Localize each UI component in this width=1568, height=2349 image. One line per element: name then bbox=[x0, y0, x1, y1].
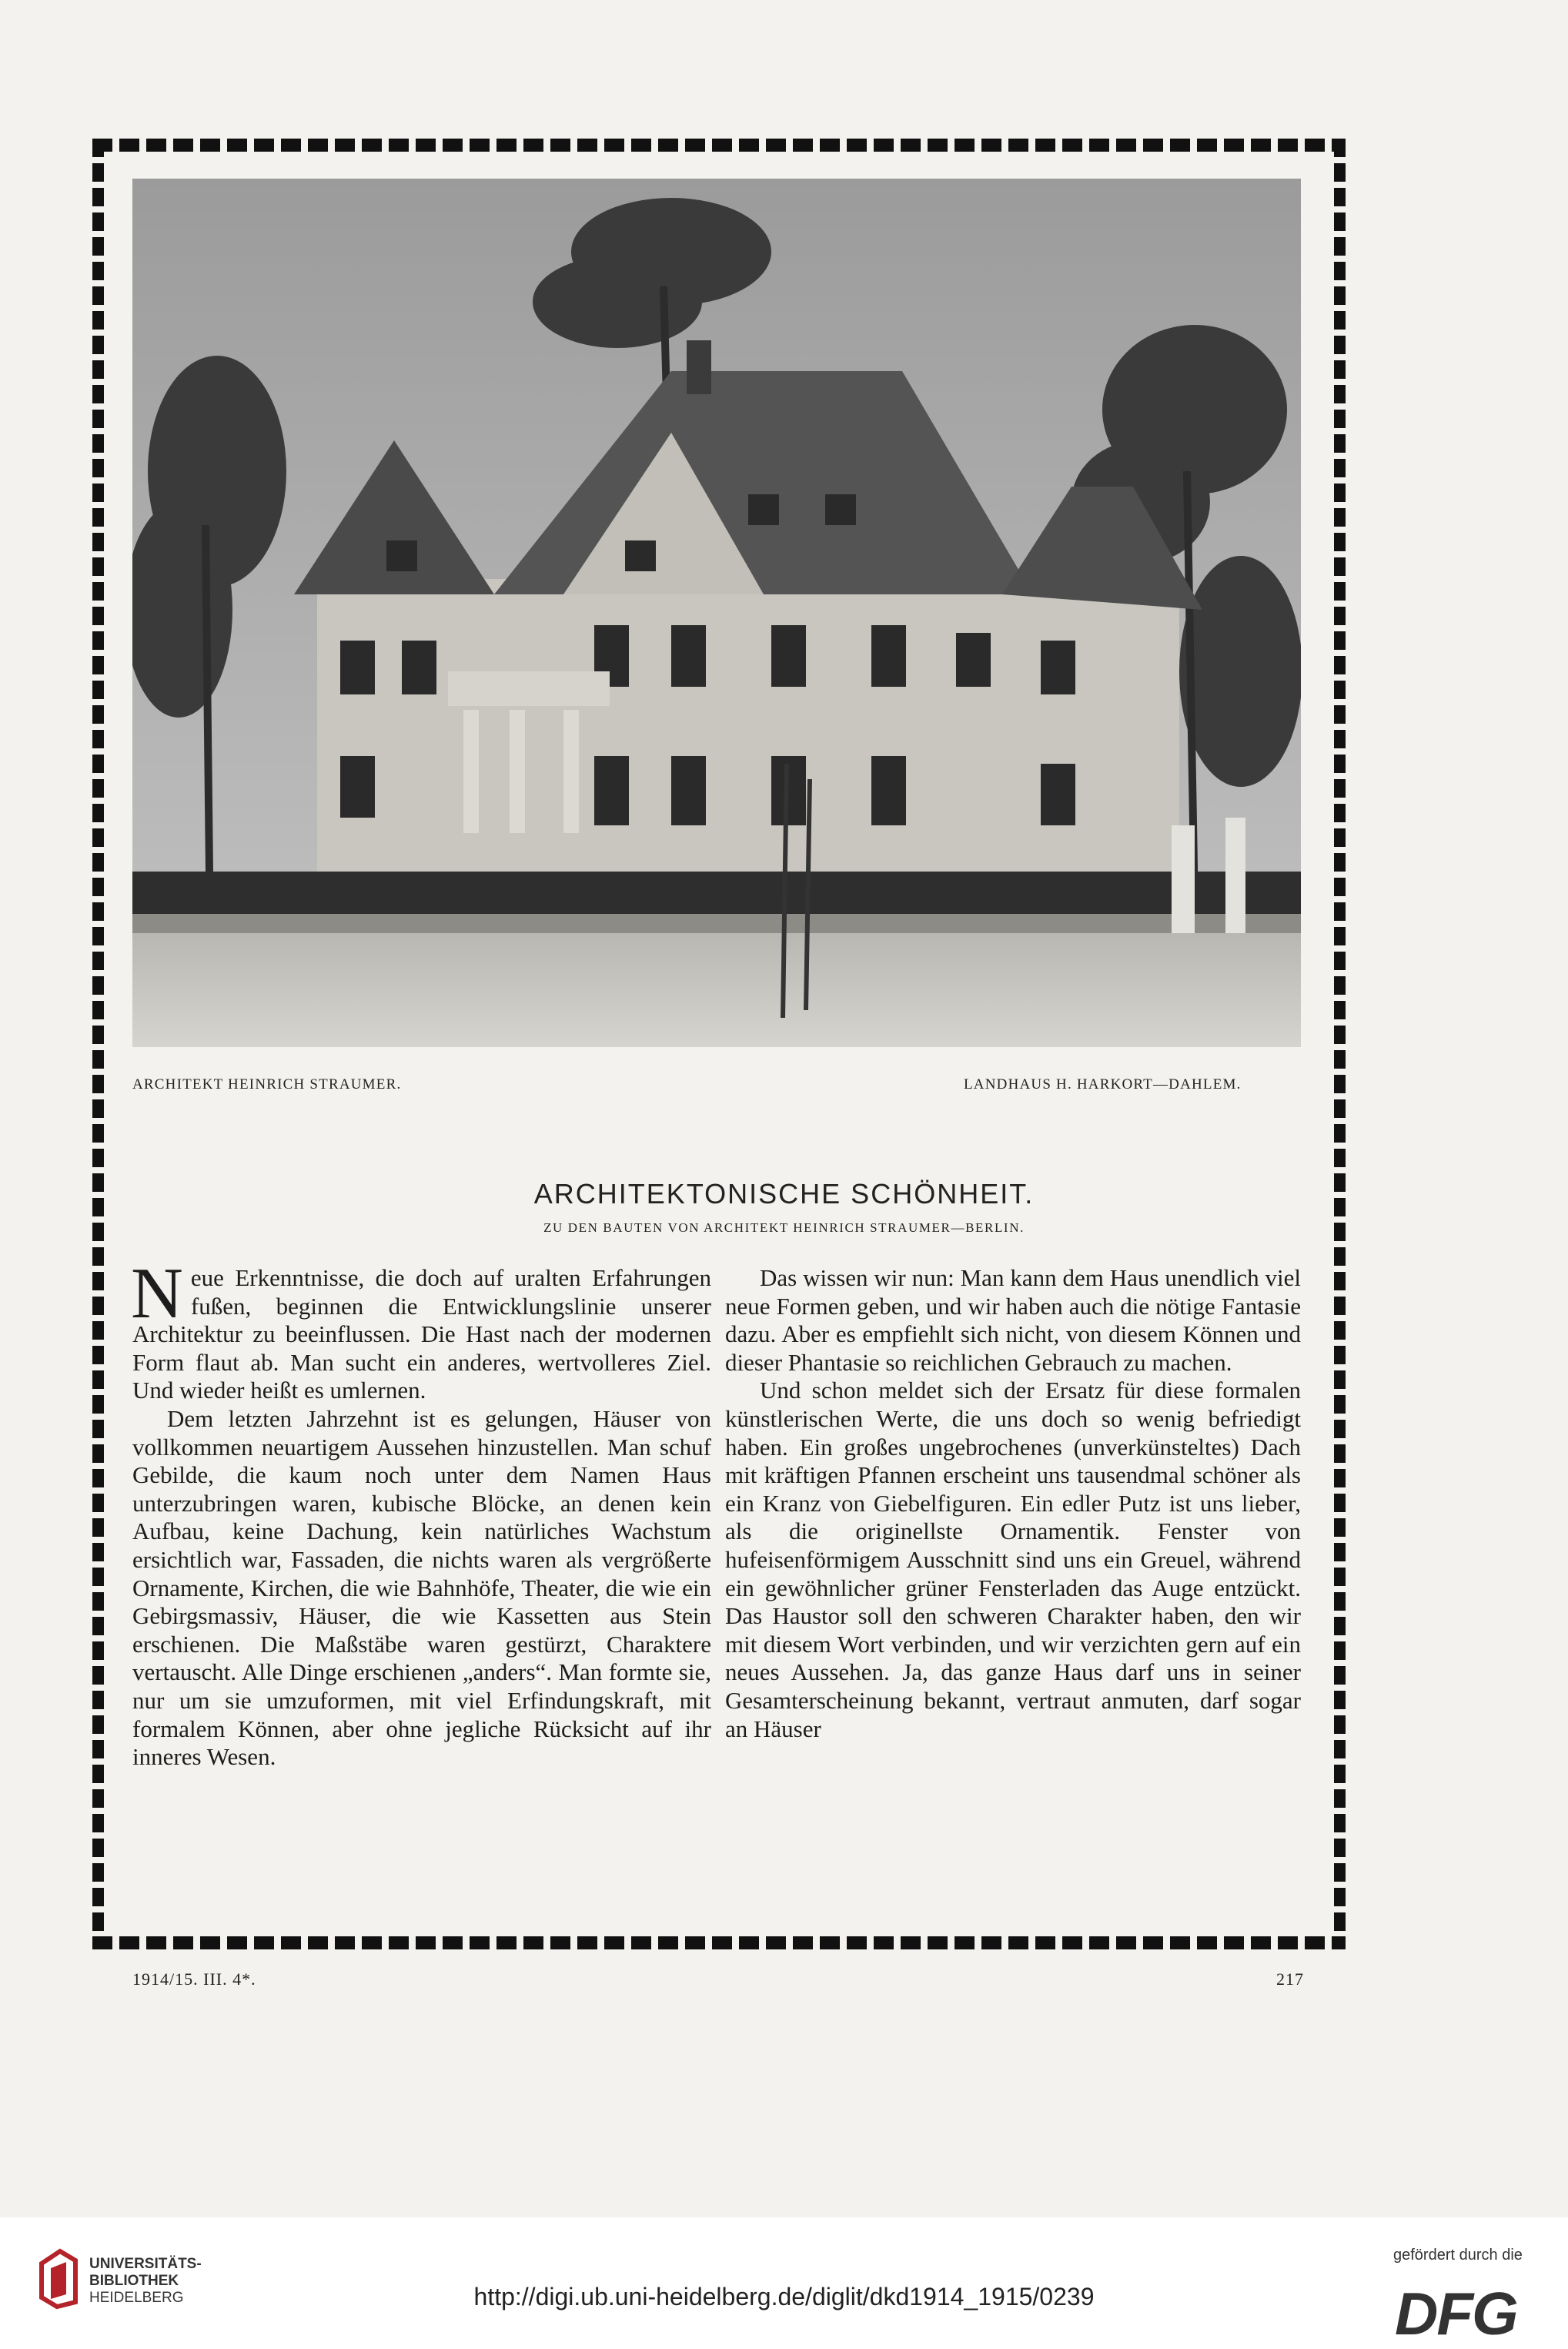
article-subtitle: ZU DEN BAUTEN VON ARCHITEKT HEINRICH STRAUMER—BERLIN. bbox=[543, 1220, 1025, 1235]
page-number: 217 bbox=[1276, 1969, 1304, 1989]
article-title: ARCHITEKTONISCHE SCHÖNHEIT. bbox=[533, 1178, 1035, 1210]
house-photograph bbox=[132, 179, 1301, 1047]
photo-caption-building: LANDHAUS H. HARKORT—DAHLEM. bbox=[964, 1076, 1242, 1093]
paragraph: Dem letzten Jahrzehnt ist es gelungen, Häuser von vollkommen neuartigem Aussehen hinzustellen. Man schuf Gebilde, die kaum noch unter dem Namen Haus unterzubringen waren, kubische Blöcke, an denen kein Aufbau, keine Dachung, kein natürliches Wachstum ersichtlich war, Fassaden, die nichts waren als vergrößerte Ornamente, Kirchen, die wie Bahnhöfe, Theater, die wie ein Gebirgsmassiv, Häuser, die wie Kassetten aus Stein erschienen. Die Maßstäbe waren gestürzt, Charaktere vertauscht. Alle Dinge erschienen „anders“. Man formte sie, nur um sie umzuformen, mit viel Erfindungskraft, mit formalem Können, aber ohne jegliche Rücksicht auf ihr inneres Wesen. bbox=[132, 1404, 711, 1771]
frame-bottom bbox=[92, 1936, 1346, 1949]
library-name-line2: BIBLIOTHEK bbox=[89, 2273, 179, 2289]
paragraph: Das wissen wir nun: Man kann dem Haus unendlich viel neue Formen geben, und wir haben auch die nötige Fantasie dazu. Aber es empfiehlt sich nicht, von diesem Können und dieser Phantasie so reichlichen Gebrauch zu machen. bbox=[725, 1264, 1301, 1376]
paragraph bbox=[131, 1253, 711, 1405]
paragraph: Und schon meldet sich der Ersatz für diese formalen künstlerischen Werte, die uns doch so wenig befriedigt haben. Ein großes ungebrochenes (unverkünsteltes) Dach mit kräftigen Pfannen erscheint uns tausendmal schöner als ein Kranz von Giebelfiguren. Ein edler Putz ist uns lieber, als die originellste Ornamentik. Fenster von hufeisenförmigem Ausschnitt sind uns ein Greuel, während ein gewöhnlicher grüner Fensterladen das Auge entzückt. Das Haustor soll den schweren Charakter haben, den wir mit diesem Wort verbinden, und wir verzichten gern auf ein neues Aussehen. Ja, das ganze Haus darf uns in seiner Gesamterscheinung bekannt, vertraut anmuten, darf sogar an Häuser bbox=[725, 1377, 1301, 1742]
frame-right bbox=[1334, 139, 1346, 1949]
text-column-left bbox=[131, 1253, 711, 1772]
library-name-line1: UNIVERSITÄTS- bbox=[89, 2256, 202, 2272]
text-column-right bbox=[725, 1264, 1301, 1743]
library-footer bbox=[0, 2217, 1568, 2347]
drop-cap: N bbox=[131, 1253, 183, 1333]
volume-reference: 1914/15. III. 4*. bbox=[132, 1969, 256, 1989]
funding-note: gefördert durch die bbox=[1393, 2247, 1523, 2264]
library-name-line3: HEIDELBERG bbox=[89, 2290, 184, 2306]
frame-left bbox=[92, 139, 104, 1949]
frame-top bbox=[92, 139, 1346, 152]
photo-caption-architect: ARCHITEKT HEINRICH STRAUMER. bbox=[132, 1076, 402, 1093]
paragraph-text: eue Erkenntnisse, die doch auf uralten Erfahrungen fußen, beginnen die Entwicklungslinie unserer Architektur zu beeinflussen. Die Hast nach der modernen Form flaut ab. Man sucht ein anderes, wertvolleres Ziel. Und wieder heißt es umlernen. bbox=[132, 1264, 711, 1404]
dfg-logo: DFG bbox=[1395, 2280, 1517, 2347]
permalink-url[interactable]: http://digi.ub.uni-heidelberg.de/diglit/dkd1914_1915/0239 bbox=[473, 2283, 1095, 2311]
